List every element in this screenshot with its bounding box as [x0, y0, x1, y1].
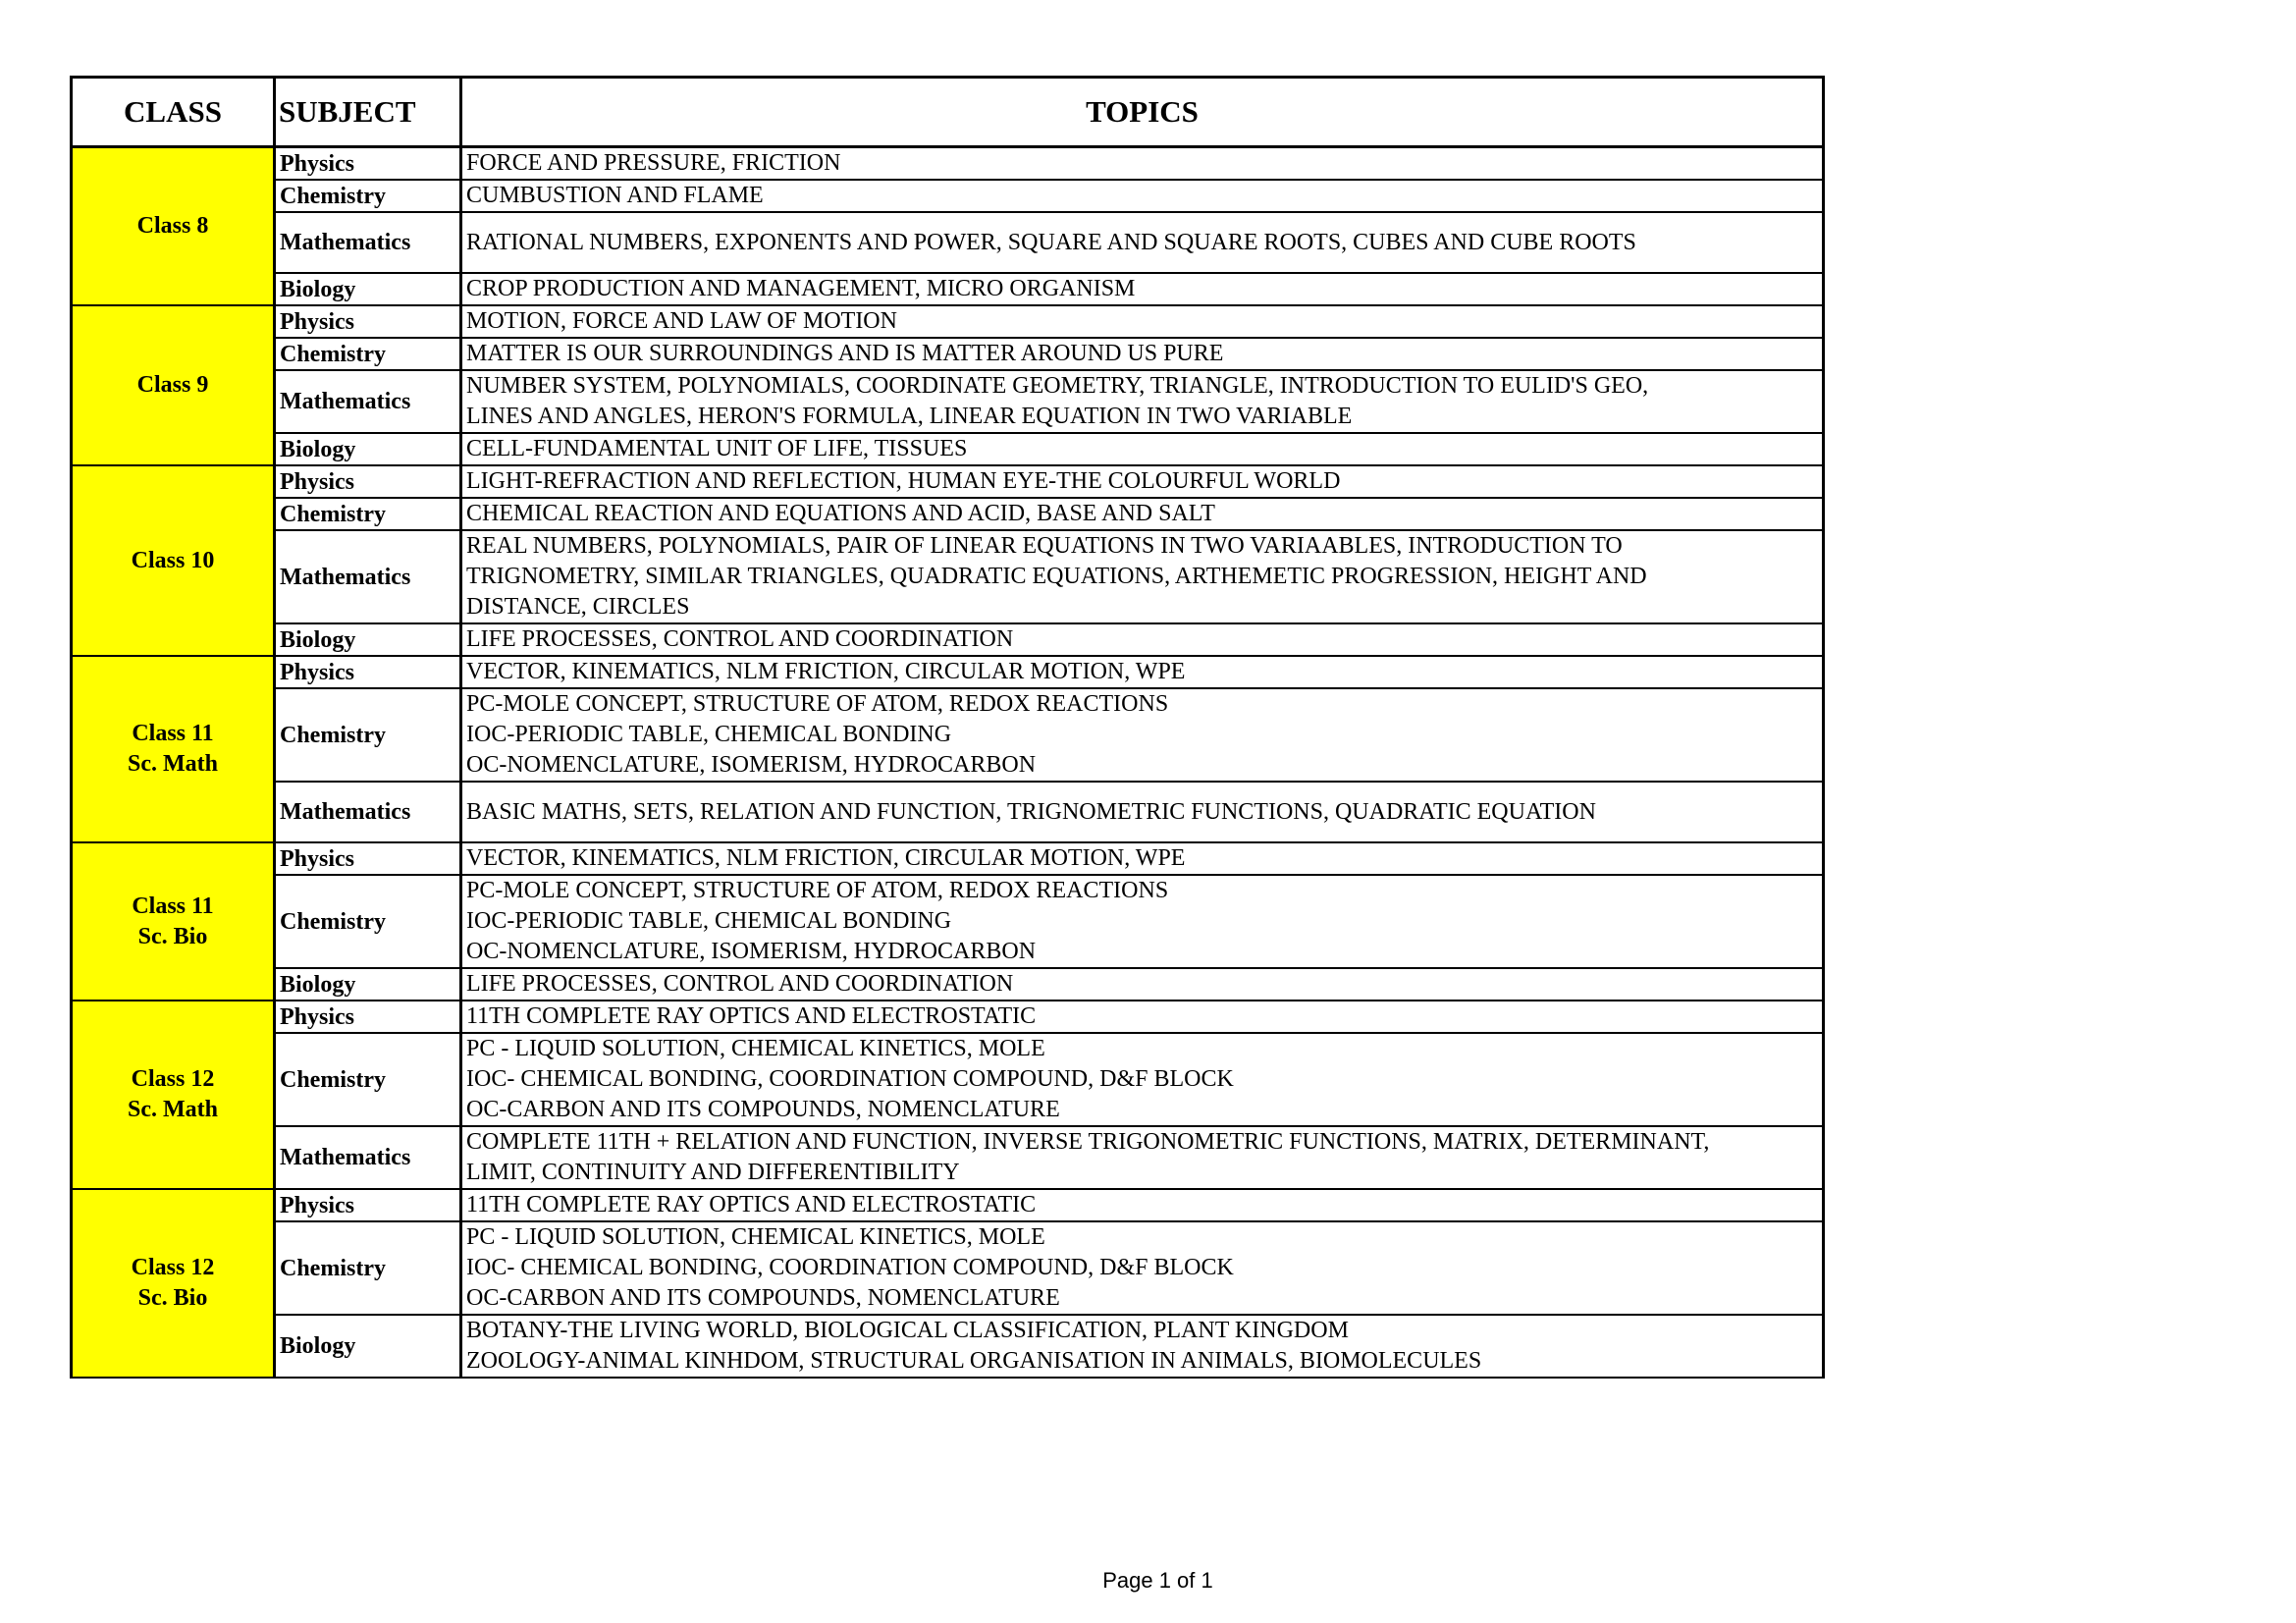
topic-line: OC-NOMENCLATURE, ISOMERISM, HYDROCARBON	[466, 752, 1037, 778]
topic-line: IOC-PERIODIC TABLE, CHEMICAL BONDING	[466, 722, 952, 747]
subject-cell: Biology	[275, 273, 461, 305]
topic-line: BOTANY-THE LIVING WORLD, BIOLOGICAL CLASSIFICATION, PLANT KINGDOM	[466, 1318, 1349, 1343]
topic-line: IOC- CHEMICAL BONDING, COORDINATION COMPOUND, D&F BLOCK	[466, 1066, 1234, 1092]
subject-cell: Physics	[275, 305, 461, 338]
subject-cell: Biology	[275, 623, 461, 656]
topic-line: FORCE AND PRESSURE, FRICTION	[466, 150, 841, 176]
topic-line: CUMBUSTION AND FLAME	[466, 183, 764, 208]
topic-line: NUMBER SYSTEM, POLYNOMIALS, COORDINATE GEOMETRY, TRIANGLE, INTRODUCTION TO EULID'S GEO,	[466, 373, 1649, 399]
table-body	[72, 147, 1824, 1379]
topics-cell	[461, 147, 1824, 181]
table-row	[72, 498, 1824, 530]
topic-line: MOTION, FORCE AND LAW OF MOTION	[466, 308, 897, 334]
table-row	[72, 1033, 1824, 1126]
topics-cell	[461, 688, 1824, 782]
table-row	[72, 465, 1824, 498]
subject-cell: Physics	[275, 1189, 461, 1221]
syllabus-table	[70, 76, 1825, 1379]
topic-line: LIMIT, CONTINUITY AND DIFFERENTIBILITY	[466, 1160, 960, 1185]
subject-cell: Chemistry	[275, 1033, 461, 1126]
topics-cell	[461, 1221, 1824, 1315]
class-label: Sc. Math	[128, 751, 218, 777]
topic-line: DISTANCE, CIRCLES	[466, 594, 690, 620]
topics-column-header: TOPICS	[461, 78, 1824, 147]
table-row	[72, 1315, 1824, 1378]
class-cell	[72, 465, 275, 656]
class-label: Class 11	[132, 893, 214, 919]
class-cell	[72, 842, 275, 1001]
topics-cell	[461, 968, 1824, 1001]
subject-cell: Chemistry	[275, 498, 461, 530]
subject-cell: Mathematics	[275, 212, 461, 273]
topics-cell	[461, 465, 1824, 498]
subject-cell: Chemistry	[275, 180, 461, 212]
topic-line: MATTER IS OUR SURROUNDINGS AND IS MATTER AROUND US PURE	[466, 341, 1224, 366]
class-label: Class 11	[132, 721, 214, 746]
table-row	[72, 968, 1824, 1001]
topics-cell	[461, 875, 1824, 968]
topic-line: VECTOR, KINEMATICS, NLM FRICTION, CIRCULAR MOTION, WPE	[466, 659, 1186, 684]
topics-cell	[461, 782, 1824, 842]
topics-cell	[461, 1033, 1824, 1126]
topic-line: COMPLETE 11TH + RELATION AND FUNCTION, INVERSE TRIGONOMETRIC FUNCTIONS, MATRIX, DETERMINANT,	[466, 1129, 1710, 1155]
topic-line: OC-CARBON AND ITS COMPOUNDS, NOMENCLATURE	[466, 1097, 1060, 1122]
topic-line: BASIC MATHS, SETS, RELATION AND FUNCTION, TRIGNOMETRIC FUNCTIONS, QUADRATIC EQUATION	[466, 798, 1596, 825]
topic-line: OC-CARBON AND ITS COMPOUNDS, NOMENCLATURE	[466, 1285, 1060, 1311]
topic-line: VECTOR, KINEMATICS, NLM FRICTION, CIRCULAR MOTION, WPE	[466, 845, 1186, 871]
subject-cell: Physics	[275, 656, 461, 688]
topics-cell	[461, 656, 1824, 688]
topics-cell	[461, 1126, 1824, 1189]
table-row	[72, 530, 1824, 623]
topics-cell	[461, 1189, 1824, 1221]
table-row	[72, 875, 1824, 968]
table-row	[72, 688, 1824, 782]
class-label: Class 10	[131, 547, 215, 573]
topics-cell	[461, 273, 1824, 305]
table-row	[72, 782, 1824, 842]
class-column-header: CLASS	[72, 78, 275, 147]
topic-line: 11TH COMPLETE RAY OPTICS AND ELECTROSTATIC	[466, 1003, 1037, 1029]
class-label: Class 9	[136, 372, 209, 398]
topics-cell	[461, 433, 1824, 465]
topics-cell	[461, 370, 1824, 433]
topic-line: LIFE PROCESSES, CONTROL AND COORDINATION	[466, 971, 1014, 997]
table-row	[72, 623, 1824, 656]
table-row	[72, 180, 1824, 212]
topic-line: IOC-PERIODIC TABLE, CHEMICAL BONDING	[466, 908, 952, 934]
subject-cell: Biology	[275, 1315, 461, 1378]
table-row	[72, 212, 1824, 273]
subject-cell: Chemistry	[275, 875, 461, 968]
subject-cell: Chemistry	[275, 688, 461, 782]
class-label: Sc. Bio	[137, 923, 208, 949]
topics-cell	[461, 180, 1824, 212]
topic-line: LINES AND ANGLES, HERON'S FORMULA, LINEAR EQUATION IN TWO VARIABLE	[466, 404, 1353, 429]
table-row	[72, 656, 1824, 688]
topic-line: IOC- CHEMICAL BONDING, COORDINATION COMPOUND, D&F BLOCK	[466, 1255, 1234, 1280]
topic-line: PC - LIQUID SOLUTION, CHEMICAL KINETICS, MOLE	[466, 1224, 1045, 1250]
table-row	[72, 1189, 1824, 1221]
table-row	[72, 842, 1824, 875]
topic-line: PC-MOLE CONCEPT, STRUCTURE OF ATOM, REDOX REACTIONS	[466, 878, 1169, 903]
subject-cell: Biology	[275, 433, 461, 465]
topic-line: LIGHT-REFRACTION AND REFLECTION, HUMAN EYE-THE COLOURFUL WORLD	[466, 468, 1341, 494]
subject-cell: Chemistry	[275, 338, 461, 370]
subject-column-header: SUBJECT	[275, 78, 461, 147]
topics-cell	[461, 338, 1824, 370]
topics-cell	[461, 212, 1824, 273]
class-label: Sc. Math	[128, 1097, 218, 1122]
class-cell	[72, 1001, 275, 1189]
topic-line: PC-MOLE CONCEPT, STRUCTURE OF ATOM, REDOX REACTIONS	[466, 691, 1169, 717]
class-cell	[72, 1189, 275, 1378]
topics-cell	[461, 842, 1824, 875]
class-label: Class 12	[131, 1066, 215, 1092]
topics-cell	[461, 1001, 1824, 1033]
topic-line: PC - LIQUID SOLUTION, CHEMICAL KINETICS, MOLE	[466, 1036, 1045, 1061]
class-label: Class 12	[131, 1255, 215, 1280]
table-row	[72, 1221, 1824, 1315]
table-row	[72, 305, 1824, 338]
topic-line: CELL-FUNDAMENTAL UNIT OF LIFE, TISSUES	[466, 436, 968, 461]
class-label: Class 8	[136, 213, 209, 239]
class-label: Sc. Bio	[137, 1285, 208, 1311]
subject-cell: Physics	[275, 842, 461, 875]
table-row	[72, 273, 1824, 305]
topic-line: ZOOLOGY-ANIMAL KINHDOM, STRUCTURAL ORGANISATION IN ANIMALS, BIOMOLECULES	[466, 1348, 1482, 1374]
topics-cell	[461, 623, 1824, 656]
topics-cell	[461, 305, 1824, 338]
subject-cell: Mathematics	[275, 530, 461, 623]
subject-cell: Physics	[275, 147, 461, 181]
topic-line: RATIONAL NUMBERS, EXPONENTS AND POWER, SQUARE AND SQUARE ROOTS, CUBES AND CUBE ROOTS	[466, 229, 1636, 255]
class-cell	[72, 147, 275, 306]
topic-line: LIFE PROCESSES, CONTROL AND COORDINATION	[466, 626, 1014, 652]
topics-cell	[461, 530, 1824, 623]
subject-cell: Mathematics	[275, 370, 461, 433]
topic-line: 11TH COMPLETE RAY OPTICS AND ELECTROSTATIC	[466, 1192, 1037, 1217]
subject-cell: Physics	[275, 465, 461, 498]
topics-cell	[461, 1315, 1824, 1378]
class-cell	[72, 305, 275, 465]
table-row	[72, 1001, 1824, 1033]
page-number: Page 1 of 1	[1102, 1568, 1213, 1593]
subject-cell: Chemistry	[275, 1221, 461, 1315]
topic-line: TRIGNOMETRY, SIMILAR TRIANGLES, QUADRATIC EQUATIONS, ARTHEMETIC PROGRESSION, HEIGHT AND	[466, 564, 1647, 589]
topic-line: REAL NUMBERS, POLYNOMIALS, PAIR OF LINEAR EQUATIONS IN TWO VARIAABLES, INTRODUCTION TO	[466, 533, 1623, 559]
table-row	[72, 338, 1824, 370]
table-row	[72, 147, 1824, 181]
subject-cell: Mathematics	[275, 1126, 461, 1189]
topics-cell	[461, 498, 1824, 530]
table-row	[72, 1126, 1824, 1189]
topic-line: CHEMICAL REACTION AND EQUATIONS AND ACID, BASE AND SALT	[466, 501, 1215, 526]
class-cell	[72, 656, 275, 842]
subject-cell: Biology	[275, 968, 461, 1001]
subject-cell: Physics	[275, 1001, 461, 1033]
topic-line: OC-NOMENCLATURE, ISOMERISM, HYDROCARBON	[466, 939, 1037, 964]
header-row	[72, 78, 1824, 147]
table-row	[72, 370, 1824, 433]
subject-cell: Mathematics	[275, 782, 461, 842]
topic-line: CROP PRODUCTION AND MANAGEMENT, MICRO ORGANISM	[466, 276, 1136, 301]
table-row	[72, 433, 1824, 465]
